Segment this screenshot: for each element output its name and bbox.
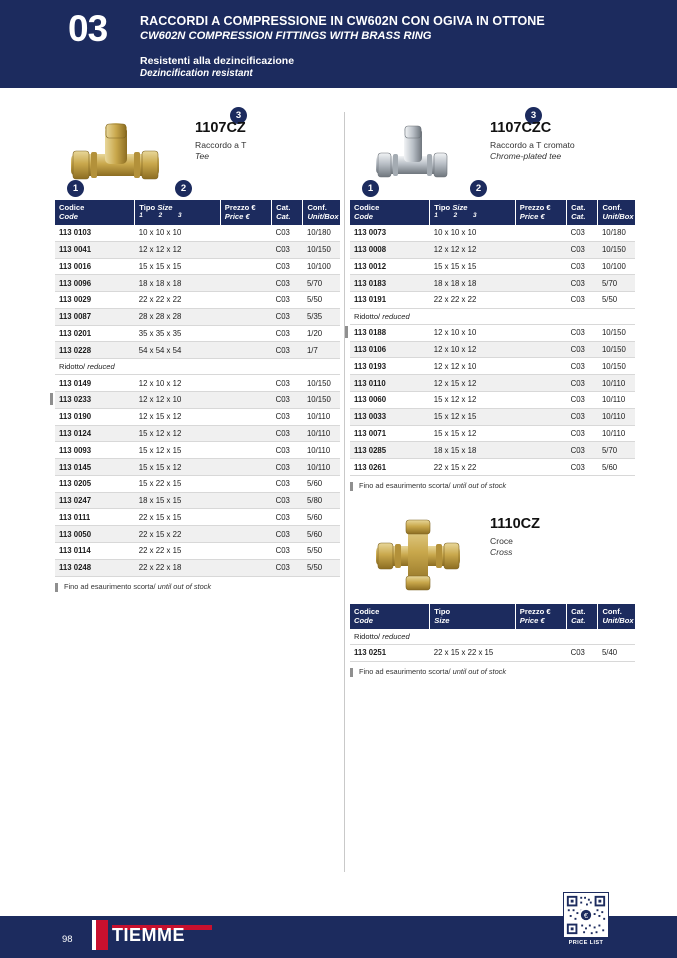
cell-code: 113 0205 — [55, 475, 135, 492]
cell-conf: 10/150 — [303, 241, 340, 258]
product-code: 1107CZ — [195, 120, 246, 136]
callout-bubble-2: 2 — [175, 180, 192, 197]
cell-size: 15 x 22 x 15 — [135, 475, 221, 492]
table-row — [55, 241, 340, 258]
cell-code: 113 0111 — [55, 509, 135, 526]
cell-price — [220, 459, 271, 476]
col-cat: Cat. Cat. — [272, 200, 303, 225]
cell-conf: 10/110 — [303, 459, 340, 476]
cell-price — [220, 425, 271, 442]
cell-conf: 10/150 — [303, 392, 340, 409]
cell-conf: 5/60 — [598, 459, 635, 476]
cell-size: 22 x 15 x 22 — [135, 526, 221, 543]
cell-size: 22 x 15 x 22 — [430, 459, 516, 476]
cell-price — [515, 358, 566, 375]
cell-conf: 10/100 — [303, 258, 340, 275]
cell-conf: 10/150 — [598, 241, 635, 258]
cell-cat: C03 — [567, 292, 598, 309]
cell-code: 113 0012 — [350, 258, 430, 275]
product-header-1107cz — [55, 112, 340, 200]
cell-cat: C03 — [567, 358, 598, 375]
chapter-number: 03 — [68, 8, 108, 49]
cell-price — [515, 425, 566, 442]
product-desc-en: Cross — [490, 546, 513, 557]
product-desc-it: Croce — [490, 535, 513, 546]
cell-size: 12 x 10 x 10 — [430, 324, 516, 341]
cell-price — [220, 241, 271, 258]
cell-code: 113 0050 — [55, 526, 135, 543]
table-header-row — [350, 604, 635, 629]
cell-price — [220, 225, 271, 241]
cell-code: 113 0033 — [350, 408, 430, 425]
cell-size: 12 x 10 x 12 — [135, 375, 221, 392]
cell-size: 12 x 15 x 12 — [430, 375, 516, 392]
cell-size: 15 x 15 x 15 — [430, 258, 516, 275]
cell-price — [515, 324, 566, 341]
cell-size: 15 x 15 x 15 — [135, 258, 221, 275]
cell-cat: C03 — [272, 475, 303, 492]
cell-code: 113 0145 — [55, 459, 135, 476]
table-row — [55, 492, 340, 509]
callout-bubble-3: 3 — [230, 107, 247, 124]
table-row — [350, 324, 635, 341]
cell-code: 113 0110 — [350, 375, 430, 392]
cell-code: 113 0041 — [55, 241, 135, 258]
cell-size: 22 x 15 x 22 x 15 — [430, 644, 516, 661]
cell-cat: C03 — [272, 526, 303, 543]
cell-cat: C03 — [272, 275, 303, 292]
cell-conf: 10/180 — [303, 225, 340, 241]
product-desc-en: Tee — [195, 151, 210, 161]
table-row — [55, 375, 340, 392]
cell-price — [515, 241, 566, 258]
cell-price — [220, 392, 271, 409]
cell-conf: 5/80 — [303, 492, 340, 509]
product-table-1110cz — [350, 604, 635, 662]
cell-cat: C03 — [567, 459, 598, 476]
cell-conf: 10/110 — [303, 442, 340, 459]
cell-price — [220, 292, 271, 309]
table-row — [350, 392, 635, 409]
table-header-row — [350, 200, 635, 225]
cell-conf: 10/110 — [303, 408, 340, 425]
product-header-1110cz — [350, 512, 635, 604]
cell-price — [515, 644, 566, 661]
table-row — [350, 442, 635, 459]
cell-conf: 10/150 — [598, 341, 635, 358]
table-row — [350, 375, 635, 392]
callout-bubble-3: 3 — [525, 107, 542, 124]
cell-conf: 1/20 — [303, 325, 340, 342]
cell-cat: C03 — [272, 459, 303, 476]
left-column — [55, 112, 340, 591]
cell-conf: 10/110 — [303, 425, 340, 442]
cell-price — [515, 292, 566, 309]
callout-bubble-2: 2 — [470, 180, 487, 197]
table-row — [55, 459, 340, 476]
cell-size: 12 x 15 x 12 — [135, 408, 221, 425]
cell-code: 113 0193 — [350, 358, 430, 375]
table-row — [350, 225, 635, 241]
table-row — [55, 258, 340, 275]
table-row — [350, 275, 635, 292]
page-footer — [0, 910, 677, 958]
cell-conf: 5/35 — [303, 308, 340, 325]
cell-price — [220, 442, 271, 459]
cell-size: 22 x 22 x 18 — [135, 559, 221, 576]
table-row — [350, 341, 635, 358]
header-subtitle-en: Dezincification resistant — [140, 68, 253, 79]
cell-code: 113 0106 — [350, 341, 430, 358]
cell-code: 113 0251 — [350, 644, 430, 661]
table-row — [55, 342, 340, 359]
cell-code: 113 0188 — [350, 324, 430, 341]
cell-price — [220, 526, 271, 543]
cell-size: 22 x 22 x 22 — [430, 292, 516, 309]
table-row — [55, 292, 340, 309]
right-column — [350, 112, 635, 676]
cell-conf: 10/150 — [598, 358, 635, 375]
cell-price — [220, 308, 271, 325]
product-desc-en: Chrome-plated tee — [490, 151, 562, 161]
cell-conf: 10/150 — [303, 375, 340, 392]
table-row — [55, 509, 340, 526]
col-conf: Conf. Unit/Box — [303, 200, 340, 225]
cell-price — [220, 325, 271, 342]
table-row — [55, 225, 340, 241]
cell-code: 113 0073 — [350, 225, 430, 241]
cell-cat: C03 — [272, 292, 303, 309]
cell-size: 18 x 18 x 18 — [430, 275, 516, 292]
cell-conf: 5/70 — [598, 442, 635, 459]
cell-size: 15 x 12 x 15 — [430, 408, 516, 425]
cell-price — [220, 342, 271, 359]
cell-size: 10 x 10 x 10 — [135, 225, 221, 241]
cell-code: 113 0248 — [55, 559, 135, 576]
table-group-label: Ridotto/ reduced — [350, 629, 635, 645]
cell-cat: C03 — [567, 408, 598, 425]
table-row — [55, 442, 340, 459]
cell-price — [220, 275, 271, 292]
qr-label: PRICE LIST — [568, 940, 604, 946]
cell-size: 54 x 54 x 54 — [135, 342, 221, 359]
page-number: 98 — [62, 934, 73, 945]
product-image-cross-brass — [364, 512, 472, 598]
cell-conf: 5/50 — [598, 292, 635, 309]
cell-cat: C03 — [567, 241, 598, 258]
cell-cat: C03 — [272, 559, 303, 576]
table-row — [350, 241, 635, 258]
cell-code: 113 0191 — [350, 292, 430, 309]
cell-conf: 5/50 — [303, 543, 340, 560]
cell-code: 113 0261 — [350, 459, 430, 476]
cell-cat: C03 — [567, 644, 598, 661]
cell-conf: 5/60 — [303, 475, 340, 492]
footnote-1110cz: Fino ad esaurimento scorta/ until out of stock — [350, 667, 635, 676]
table-group-row — [350, 629, 635, 645]
table-row — [350, 644, 635, 661]
table-row — [55, 543, 340, 560]
table-group-label: Ridotto/ reduced — [55, 359, 340, 375]
col-code: Codice Code — [350, 200, 430, 225]
cell-conf: 10/110 — [598, 375, 635, 392]
cell-conf: 1/7 — [303, 342, 340, 359]
cell-price — [515, 225, 566, 241]
cell-size: 15 x 15 x 12 — [135, 459, 221, 476]
col-size: Tipo Size 1 2 3 — [430, 200, 516, 225]
cell-conf: 10/110 — [598, 392, 635, 409]
cell-price — [220, 492, 271, 509]
cell-code: 113 0060 — [350, 392, 430, 409]
cell-price — [220, 543, 271, 560]
cell-price — [515, 392, 566, 409]
cell-price — [220, 375, 271, 392]
tiemme-logo-mark — [92, 920, 108, 950]
table-row — [55, 325, 340, 342]
cell-size: 22 x 22 x 15 — [135, 543, 221, 560]
cell-code: 113 0190 — [55, 408, 135, 425]
cell-cat: C03 — [272, 492, 303, 509]
table-body-1107cz — [55, 225, 340, 576]
cell-size: 18 x 15 x 15 — [135, 492, 221, 509]
cell-conf: 10/110 — [598, 425, 635, 442]
cell-price — [220, 408, 271, 425]
cell-size: 12 x 12 x 12 — [135, 241, 221, 258]
cell-code: 113 0201 — [55, 325, 135, 342]
cell-cat: C03 — [567, 392, 598, 409]
col-price: Prezzo € Price € — [220, 200, 271, 225]
cell-price — [515, 442, 566, 459]
table-row — [55, 392, 340, 409]
table-header-row — [55, 200, 340, 225]
col-size: Tipo Size 1 2 3 — [135, 200, 221, 225]
cell-cat: C03 — [567, 324, 598, 341]
product-header-1107czc — [350, 112, 635, 200]
table-row — [55, 308, 340, 325]
cell-cat: C03 — [272, 509, 303, 526]
cell-price — [515, 275, 566, 292]
cell-size: 18 x 18 x 18 — [135, 275, 221, 292]
col-price: Prezzo € Price € — [515, 604, 566, 629]
cell-size: 15 x 15 x 12 — [430, 425, 516, 442]
table-row — [350, 459, 635, 476]
cell-conf: 10/150 — [598, 324, 635, 341]
cell-cat: C03 — [272, 425, 303, 442]
table-row — [55, 526, 340, 543]
cell-size: 12 x 12 x 12 — [430, 241, 516, 258]
cell-size: 12 x 12 x 10 — [135, 392, 221, 409]
cell-code: 113 0071 — [350, 425, 430, 442]
cell-cat: C03 — [272, 342, 303, 359]
page-header — [0, 0, 677, 88]
cell-code: 113 0228 — [55, 342, 135, 359]
col-code: Codice Code — [55, 200, 135, 225]
cell-price — [220, 559, 271, 576]
col-code: Codice Code — [350, 604, 430, 629]
table-row — [55, 408, 340, 425]
table-row — [350, 292, 635, 309]
column-divider — [344, 112, 345, 872]
cell-code: 113 0008 — [350, 241, 430, 258]
table-row — [55, 475, 340, 492]
cell-cat: C03 — [272, 258, 303, 275]
table-row — [350, 425, 635, 442]
cell-size: 22 x 15 x 15 — [135, 509, 221, 526]
col-conf: Conf. Unit/Box — [598, 604, 635, 629]
cell-price — [515, 258, 566, 275]
cell-code: 113 0093 — [55, 442, 135, 459]
cell-code: 113 0016 — [55, 258, 135, 275]
col-cat: Cat. Cat. — [567, 604, 598, 629]
cell-cat: C03 — [272, 408, 303, 425]
table-group-label: Ridotto/ reduced — [350, 308, 635, 324]
header-title-en: CW602N COMPRESSION FITTINGS WITH BRASS RING — [140, 30, 432, 42]
cell-cat: C03 — [272, 308, 303, 325]
col-price: Prezzo € Price € — [515, 200, 566, 225]
cell-cat: C03 — [567, 275, 598, 292]
cell-code: 113 0124 — [55, 425, 135, 442]
cell-conf: 10/110 — [598, 408, 635, 425]
cell-code: 113 0103 — [55, 225, 135, 241]
cell-size: 28 x 28 x 28 — [135, 308, 221, 325]
cell-cat: C03 — [567, 442, 598, 459]
cell-cat: C03 — [567, 258, 598, 275]
table-row — [350, 408, 635, 425]
footnote-1107cz: Fino ad esaurimento scorta/ until out of stock — [55, 582, 340, 591]
product-code: 1107CZC — [490, 120, 552, 136]
cell-price — [220, 509, 271, 526]
product-table-1107czc — [350, 200, 635, 476]
cell-conf: 5/40 — [598, 644, 635, 661]
svg-text:€: € — [583, 910, 589, 920]
col-conf: Conf. Unit/Box — [598, 200, 635, 225]
cell-size: 10 x 10 x 10 — [430, 225, 516, 241]
cell-code: 113 0096 — [55, 275, 135, 292]
cell-cat: C03 — [272, 325, 303, 342]
cell-price — [515, 408, 566, 425]
cell-price — [220, 475, 271, 492]
cell-price — [515, 375, 566, 392]
cell-cat: C03 — [567, 341, 598, 358]
col-size: Tipo Size — [430, 604, 516, 629]
cell-size: 15 x 12 x 12 — [430, 392, 516, 409]
header-title-it: RACCORDI A COMPRESSIONE IN CW602N CON OGIVA IN OTTONE — [140, 14, 545, 28]
cell-conf: 5/60 — [303, 526, 340, 543]
cell-size: 12 x 10 x 12 — [430, 341, 516, 358]
cell-cat: C03 — [272, 442, 303, 459]
cell-size: 22 x 22 x 22 — [135, 292, 221, 309]
cell-conf: 5/50 — [303, 559, 340, 576]
cell-conf: 5/50 — [303, 292, 340, 309]
cell-conf: 10/180 — [598, 225, 635, 241]
product-code: 1110CZ — [490, 515, 540, 532]
cell-cat: C03 — [272, 225, 303, 241]
cell-code: 113 0087 — [55, 308, 135, 325]
cell-conf: 5/70 — [598, 275, 635, 292]
cell-price — [515, 459, 566, 476]
cell-cat: C03 — [567, 375, 598, 392]
cell-code: 113 0233 — [55, 392, 135, 409]
footnote-1107czc: Fino ad esaurimento scorta/ until out of stock — [350, 481, 635, 490]
cell-price — [515, 341, 566, 358]
table-row — [55, 275, 340, 292]
cell-size: 35 x 35 x 35 — [135, 325, 221, 342]
cell-code: 113 0183 — [350, 275, 430, 292]
table-group-row — [350, 308, 635, 324]
cell-size: 15 x 12 x 15 — [135, 442, 221, 459]
cell-conf: 10/100 — [598, 258, 635, 275]
cell-code: 113 0285 — [350, 442, 430, 459]
cell-conf: 5/60 — [303, 509, 340, 526]
cell-code: 113 0114 — [55, 543, 135, 560]
cell-size: 12 x 12 x 10 — [430, 358, 516, 375]
product-desc-it: Raccordo a T cromato — [490, 140, 575, 150]
cell-price — [220, 258, 271, 275]
product-desc-it: Raccordo a T — [195, 140, 247, 150]
cell-code: 113 0247 — [55, 492, 135, 509]
cell-conf: 5/70 — [303, 275, 340, 292]
cell-cat: C03 — [272, 375, 303, 392]
cell-code: 113 0029 — [55, 292, 135, 309]
cell-cat: C03 — [567, 425, 598, 442]
table-row — [55, 425, 340, 442]
cell-size: 18 x 15 x 18 — [430, 442, 516, 459]
cell-code: 113 0149 — [55, 375, 135, 392]
table-row — [350, 258, 635, 275]
cell-cat: C03 — [272, 543, 303, 560]
callout-bubble-1: 1 — [362, 180, 379, 197]
cell-cat: C03 — [272, 241, 303, 258]
cell-size: 15 x 12 x 12 — [135, 425, 221, 442]
cell-cat: C03 — [567, 225, 598, 241]
header-subtitle-it: Resistenti alla dezincificazione — [140, 55, 295, 67]
table-row — [55, 559, 340, 576]
qr-code-icon[interactable] — [563, 892, 609, 938]
qr-block[interactable] — [557, 892, 615, 946]
table-body-1107czc — [350, 225, 635, 475]
callout-bubble-1: 1 — [67, 180, 84, 197]
brand-name: TIEMME — [112, 925, 185, 945]
table-group-row — [55, 359, 340, 375]
table-body-1110cz — [350, 629, 635, 661]
table-row — [350, 358, 635, 375]
product-table-1107cz — [55, 200, 340, 577]
col-cat: Cat. Cat. — [567, 200, 598, 225]
cell-cat: C03 — [272, 392, 303, 409]
